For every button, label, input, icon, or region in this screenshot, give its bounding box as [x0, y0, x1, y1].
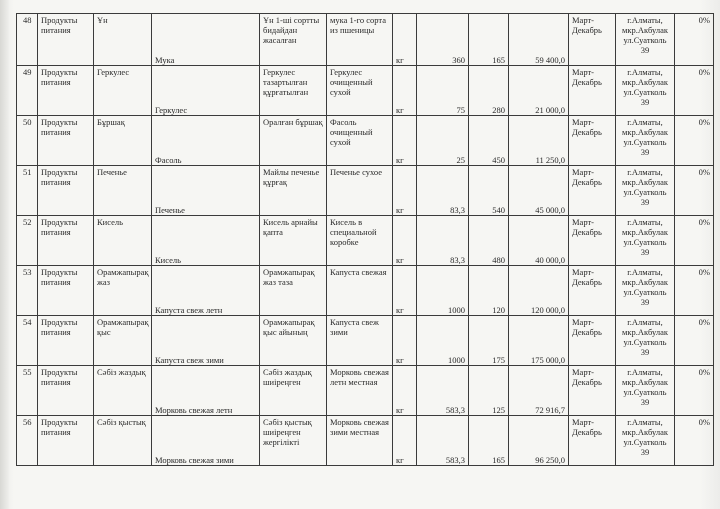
row-number: 49 [17, 66, 38, 116]
description-ru-cell: Морковь свежая зими местная [327, 416, 393, 466]
description-kz-cell: Оралған бұршақ [260, 116, 327, 166]
table-row [17, 166, 714, 216]
description-kz-cell: Ұн 1-ші сортты бидайдан жасалған [260, 14, 327, 66]
address-cell: г.Алматы, мкр.Акбулак ул.Суатколь 39 [616, 66, 675, 116]
name-ru-cell: Кисель [152, 216, 260, 266]
unit-cell: кг [393, 166, 417, 216]
period-cell: Март-Декабрь [569, 416, 616, 466]
quantity-cell: 583,3 [417, 416, 469, 466]
quantity-cell: 83,3 [417, 216, 469, 266]
period-cell: Март-Декабрь [569, 266, 616, 316]
description-ru-cell: Капуста свежая [327, 266, 393, 316]
address-cell: г.Алматы, мкр.Акбулак ул.Суатколь 39 [616, 116, 675, 166]
row-number: 52 [17, 216, 38, 266]
row-number: 54 [17, 316, 38, 366]
price-cell: 165 [469, 416, 509, 466]
table-row [17, 416, 714, 466]
description-ru-cell: Капуста свеж зими [327, 316, 393, 366]
name-kz-cell: Геркулес [94, 66, 152, 116]
name-ru-cell: Капуста свеж летн [152, 266, 260, 316]
sum-cell: 21 000,0 [509, 66, 569, 116]
category-cell: Продукты питания [38, 266, 94, 316]
price-cell: 175 [469, 316, 509, 366]
name-kz-cell: Орамжапырақ жаз [94, 266, 152, 316]
name-ru-cell: Капуста свеж зими [152, 316, 260, 366]
name-ru-cell: Мука [152, 14, 260, 66]
description-kz-cell: Орамжапырақ қыс айының [260, 316, 327, 366]
name-ru-cell: Морковь свежая зими [152, 416, 260, 466]
table-row [17, 366, 714, 416]
address-cell: г.Алматы, мкр.Акбулак ул.Суатколь 39 [616, 216, 675, 266]
name-kz-cell: Кисель [94, 216, 152, 266]
procurement-table [16, 13, 714, 466]
price-cell: 480 [469, 216, 509, 266]
table-row [17, 14, 714, 66]
address-cell: г.Алматы, мкр.Акбулак ул.Суатколь 39 [616, 416, 675, 466]
percent-cell: 0% [675, 66, 714, 116]
row-number: 50 [17, 116, 38, 166]
name-kz-cell: Орамжапырақ қыс [94, 316, 152, 366]
address-cell: г.Алматы, мкр.Акбулак ул.Суатколь 39 [616, 316, 675, 366]
category-cell: Продукты питания [38, 316, 94, 366]
percent-cell: 0% [675, 266, 714, 316]
price-cell: 120 [469, 266, 509, 316]
category-cell: Продукты питания [38, 366, 94, 416]
unit-cell: кг [393, 316, 417, 366]
description-kz-cell: Сәбіз қыстық шиіреңген жергілікті [260, 416, 327, 466]
period-cell: Март-Декабрь [569, 166, 616, 216]
name-kz-cell: Бұршақ [94, 116, 152, 166]
unit-cell: кг [393, 366, 417, 416]
name-kz-cell: Ұн [94, 14, 152, 66]
name-kz-cell: Сәбіз қыстық [94, 416, 152, 466]
category-cell: Продукты питания [38, 66, 94, 116]
scan-edge-shadow [0, 0, 9, 509]
sum-cell: 40 000,0 [509, 216, 569, 266]
sum-cell: 120 000,0 [509, 266, 569, 316]
address-cell: г.Алматы, мкр.Акбулак ул.Суатколь 39 [616, 166, 675, 216]
percent-cell: 0% [675, 416, 714, 466]
price-cell: 450 [469, 116, 509, 166]
table-row [17, 116, 714, 166]
percent-cell: 0% [675, 216, 714, 266]
category-cell: Продукты питания [38, 14, 94, 66]
name-ru-cell: Морковь свежая летн [152, 366, 260, 416]
unit-cell: кг [393, 216, 417, 266]
description-kz-cell: Орамжапырақ жаз таза [260, 266, 327, 316]
address-cell: г.Алматы, мкр.Акбулак ул.Суатколь 39 [616, 366, 675, 416]
category-cell: Продукты питания [38, 166, 94, 216]
unit-cell: кг [393, 416, 417, 466]
description-ru-cell: Фасоль очищенный сухой [327, 116, 393, 166]
sum-cell: 45 000,0 [509, 166, 569, 216]
unit-cell: кг [393, 14, 417, 66]
table-row [17, 266, 714, 316]
period-cell: Март-Декабрь [569, 316, 616, 366]
percent-cell: 0% [675, 14, 714, 66]
quantity-cell: 360 [417, 14, 469, 66]
table-row [17, 216, 714, 266]
row-number: 55 [17, 366, 38, 416]
table-body [17, 14, 714, 466]
sum-cell: 11 250,0 [509, 116, 569, 166]
sum-cell: 72 916,7 [509, 366, 569, 416]
row-number: 51 [17, 166, 38, 216]
category-cell: Продукты питания [38, 216, 94, 266]
description-kz-cell: Геркулес тазартылған құрғатылған [260, 66, 327, 116]
name-ru-cell: Геркулес [152, 66, 260, 116]
sum-cell: 96 250,0 [509, 416, 569, 466]
description-kz-cell: Майлы печенье құрғақ [260, 166, 327, 216]
address-cell: г.Алматы, мкр.Акбулак ул.Суатколь 39 [616, 266, 675, 316]
percent-cell: 0% [675, 116, 714, 166]
table-row [17, 66, 714, 116]
quantity-cell: 1000 [417, 266, 469, 316]
period-cell: Март-Декабрь [569, 116, 616, 166]
quantity-cell: 1000 [417, 316, 469, 366]
unit-cell: кг [393, 266, 417, 316]
description-ru-cell: Морковь свежая летн местная [327, 366, 393, 416]
name-kz-cell: Печенье [94, 166, 152, 216]
category-cell: Продукты питания [38, 116, 94, 166]
name-kz-cell: Сәбіз жаздық [94, 366, 152, 416]
quantity-cell: 83,3 [417, 166, 469, 216]
period-cell: Март-Декабрь [569, 366, 616, 416]
sum-cell: 175 000,0 [509, 316, 569, 366]
period-cell: Март-Декабрь [569, 14, 616, 66]
description-ru-cell: Печенье сухое [327, 166, 393, 216]
row-number: 48 [17, 14, 38, 66]
price-cell: 540 [469, 166, 509, 216]
description-kz-cell: Кисель арнайы қапта [260, 216, 327, 266]
quantity-cell: 25 [417, 116, 469, 166]
name-ru-cell: Фасоль [152, 116, 260, 166]
price-cell: 125 [469, 366, 509, 416]
description-kz-cell: Сәбіз жаздық шиіреңген [260, 366, 327, 416]
sum-cell: 59 400,0 [509, 14, 569, 66]
table-row [17, 316, 714, 366]
unit-cell: кг [393, 66, 417, 116]
description-ru-cell: Кисель в специальной коробке [327, 216, 393, 266]
name-ru-cell: Печенье [152, 166, 260, 216]
description-ru-cell: Геркулес очищенный сухой [327, 66, 393, 116]
quantity-cell: 75 [417, 66, 469, 116]
address-cell: г.Алматы, мкр.Акбулак ул.Суатколь 39 [616, 14, 675, 66]
category-cell: Продукты питания [38, 416, 94, 466]
quantity-cell: 583,3 [417, 366, 469, 416]
description-ru-cell: мука 1-го сорта из пшеницы [327, 14, 393, 66]
row-number: 56 [17, 416, 38, 466]
percent-cell: 0% [675, 316, 714, 366]
percent-cell: 0% [675, 366, 714, 416]
period-cell: Март-Декабрь [569, 216, 616, 266]
price-cell: 165 [469, 14, 509, 66]
percent-cell: 0% [675, 166, 714, 216]
row-number: 53 [17, 266, 38, 316]
price-cell: 280 [469, 66, 509, 116]
period-cell: Март-Декабрь [569, 66, 616, 116]
unit-cell: кг [393, 116, 417, 166]
